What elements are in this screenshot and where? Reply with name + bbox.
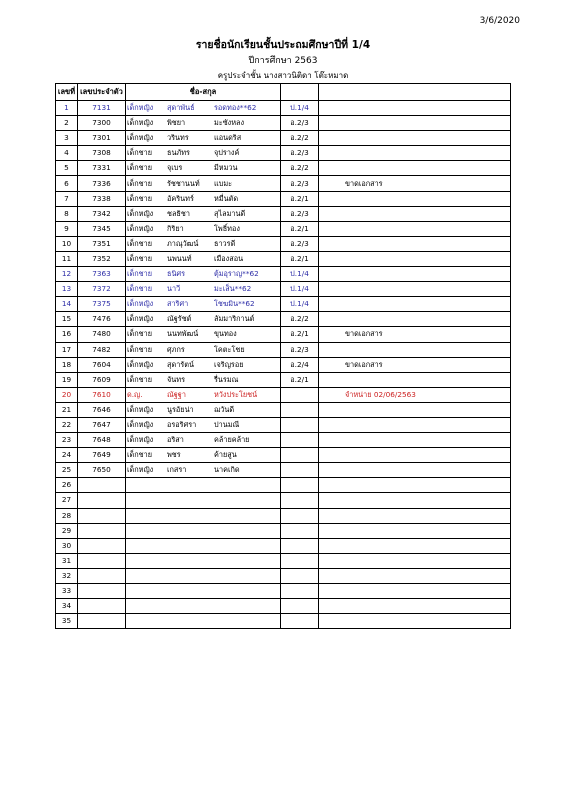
- row-first-name: ธนิศร: [167, 269, 185, 279]
- row-note: [319, 116, 511, 131]
- row-name: [126, 478, 281, 493]
- row-class: อ.2/3: [281, 236, 319, 251]
- table-row: [56, 568, 511, 583]
- row-number: 22: [56, 417, 78, 432]
- row-name: [126, 267, 281, 282]
- row-student-id: 7604: [78, 357, 126, 372]
- row-note: [319, 448, 511, 463]
- row-number: 30: [56, 538, 78, 553]
- table-row: [56, 538, 511, 553]
- row-student-id: 7646: [78, 402, 126, 417]
- table-row: [56, 131, 511, 146]
- table-row: [56, 221, 511, 236]
- row-number: 35: [56, 614, 78, 629]
- row-last-name: มะเส็น**62: [214, 284, 252, 294]
- row-student-id: 7650: [78, 463, 126, 478]
- row-note: [319, 584, 511, 599]
- table-row: [56, 206, 511, 221]
- row-gender: เด็กหญิง: [127, 465, 154, 475]
- row-first-name: วรินทร: [167, 133, 189, 143]
- row-last-name: ปานมณี: [214, 420, 240, 430]
- row-class: ป.1/4: [281, 101, 319, 116]
- academic-year: ปีการศึกษา 2563: [248, 56, 318, 66]
- homeroom-teacher: ครูประจำชั้น นางสาวนิติดา โต๊ะหมาด: [217, 71, 349, 80]
- row-student-id: 7300: [78, 116, 126, 131]
- row-class: อ.2/2: [281, 131, 319, 146]
- row-last-name: ฌวันดี: [214, 404, 235, 414]
- row-student-id: 7648: [78, 433, 126, 448]
- row-first-name: สาริศา: [167, 299, 189, 309]
- row-number: 2: [56, 116, 78, 131]
- row-name: [126, 387, 281, 402]
- row-class: [281, 538, 319, 553]
- table-row: [56, 372, 511, 387]
- row-first-name: ธนภัทร: [167, 148, 190, 158]
- row-note: [319, 267, 511, 282]
- table-row: [56, 236, 511, 251]
- row-number: 20: [56, 387, 78, 402]
- row-student-id: 7352: [78, 251, 126, 266]
- row-last-name: เมืองสอน: [214, 253, 244, 263]
- row-class: [281, 448, 319, 463]
- row-name: [126, 327, 281, 342]
- row-first-name: พิชยา: [167, 118, 186, 128]
- row-last-name: โพธิ์ทอง: [214, 223, 240, 233]
- row-number: 10: [56, 236, 78, 251]
- row-note: ขาดเอกสาร: [319, 176, 511, 191]
- row-class: [281, 402, 319, 417]
- row-number: 31: [56, 553, 78, 568]
- row-student-id: 7482: [78, 342, 126, 357]
- row-name: [126, 297, 281, 312]
- row-number: 5: [56, 161, 78, 176]
- row-name: [126, 402, 281, 417]
- row-last-name: เจริญรอย: [214, 359, 244, 369]
- row-student-id: 7301: [78, 131, 126, 146]
- row-gender: เด็กหญิง: [127, 103, 154, 113]
- row-student-id: [78, 523, 126, 538]
- row-student-id: 7476: [78, 312, 126, 327]
- row-name: [126, 523, 281, 538]
- table-row: [56, 251, 511, 266]
- row-gender: เด็กชาย: [127, 329, 152, 339]
- row-class: อ.2/2: [281, 312, 319, 327]
- row-name: [126, 508, 281, 523]
- row-note: [319, 342, 511, 357]
- row-gender: เด็กชาย: [127, 163, 152, 173]
- row-class: [281, 417, 319, 432]
- row-number: 24: [56, 448, 78, 463]
- row-class: ป.1/4: [281, 267, 319, 282]
- row-first-name: อัครินทร์: [167, 193, 194, 203]
- row-note: [319, 568, 511, 583]
- row-number: 8: [56, 206, 78, 221]
- table-row: [56, 146, 511, 161]
- row-gender: เด็กหญิง: [127, 359, 154, 369]
- row-gender: ด.ญ.: [127, 389, 143, 399]
- row-note: ขาดเอกสาร: [319, 327, 511, 342]
- row-last-name: จุปรางค์: [214, 148, 240, 158]
- row-student-id: 7336: [78, 176, 126, 191]
- row-first-name: พชร: [167, 450, 181, 460]
- row-last-name: คล้ายคล้าย: [214, 435, 250, 445]
- row-last-name: โคตะโชย: [214, 344, 245, 354]
- row-class: [281, 493, 319, 508]
- row-student-id: 7345: [78, 221, 126, 236]
- row-class: อ.2/3: [281, 176, 319, 191]
- row-note: [319, 463, 511, 478]
- row-class: อ.2/4: [281, 357, 319, 372]
- row-note: [319, 206, 511, 221]
- row-class: อ.2/1: [281, 221, 319, 236]
- row-last-name: รื่นรมณ: [214, 374, 239, 384]
- row-note: [319, 553, 511, 568]
- row-last-name: สุไลมานดี: [214, 208, 246, 218]
- row-number: 17: [56, 342, 78, 357]
- row-name: [126, 538, 281, 553]
- row-gender: เด็กหญิง: [127, 404, 154, 414]
- table-row: [56, 161, 511, 176]
- table-row: [56, 599, 511, 614]
- row-number: 19: [56, 372, 78, 387]
- row-number: 12: [56, 267, 78, 282]
- table-row: [56, 267, 511, 282]
- table-row: [56, 297, 511, 312]
- row-student-id: 7610: [78, 387, 126, 402]
- row-note: [319, 523, 511, 538]
- print-date: 3/6/2020: [479, 16, 520, 26]
- row-name: [126, 493, 281, 508]
- row-number: 13: [56, 282, 78, 297]
- table-row: [56, 387, 511, 402]
- row-class: อ.2/1: [281, 251, 319, 266]
- row-last-name: ลัมมาริกานต์: [214, 314, 255, 324]
- row-note: [319, 312, 511, 327]
- row-student-id: 7331: [78, 161, 126, 176]
- row-first-name: อริสา: [167, 435, 184, 445]
- row-note: [319, 538, 511, 553]
- row-gender: เด็กชาย: [127, 344, 152, 354]
- row-first-name: นพนนท์: [167, 253, 192, 263]
- row-first-name: นูรอัยน่า: [167, 404, 194, 414]
- row-last-name: ขุนทอง: [214, 329, 237, 339]
- row-gender: เด็กชาย: [127, 450, 152, 460]
- row-first-name: นนทพัฒน์: [167, 329, 199, 339]
- row-gender: เด็กหญิง: [127, 223, 154, 233]
- row-class: [281, 463, 319, 478]
- row-name: [126, 312, 281, 327]
- row-note: [319, 236, 511, 251]
- row-class: อ.2/3: [281, 116, 319, 131]
- row-name: [126, 206, 281, 221]
- row-first-name: เกสรา: [167, 465, 187, 475]
- row-last-name: ตุ้มอุราญ**62: [214, 269, 259, 279]
- row-class: [281, 614, 319, 629]
- row-number: 34: [56, 599, 78, 614]
- row-number: 4: [56, 146, 78, 161]
- row-gender: เด็กหญิง: [127, 420, 154, 430]
- table-row: [56, 402, 511, 417]
- row-student-id: 7649: [78, 448, 126, 463]
- row-student-id: 7609: [78, 372, 126, 387]
- table-row: [56, 478, 511, 493]
- row-number: 32: [56, 568, 78, 583]
- row-name: [126, 161, 281, 176]
- table-body: [56, 101, 511, 629]
- header-student-id: เลขประจำตัว: [78, 84, 126, 101]
- row-name: [126, 568, 281, 583]
- row-number: 23: [56, 433, 78, 448]
- table-row: [56, 553, 511, 568]
- row-name: [126, 584, 281, 599]
- table-row: [56, 327, 511, 342]
- table-row: [56, 357, 511, 372]
- row-name: [126, 417, 281, 432]
- row-student-id: [78, 538, 126, 553]
- row-first-name: จุเบร: [167, 163, 183, 173]
- row-number: 3: [56, 131, 78, 146]
- table-row: [56, 101, 511, 116]
- row-number: 11: [56, 251, 78, 266]
- row-number: 25: [56, 463, 78, 478]
- row-first-name: สุดาพันธ์: [167, 103, 195, 113]
- table-row: [56, 116, 511, 131]
- row-name: [126, 176, 281, 191]
- row-first-name: ศุภกร: [167, 344, 185, 354]
- row-gender: เด็กหญิง: [127, 299, 154, 309]
- row-last-name: โชฆมิน**62: [214, 299, 255, 309]
- row-class: [281, 584, 319, 599]
- row-name: [126, 448, 281, 463]
- row-gender: เด็กหญิง: [127, 133, 154, 143]
- row-first-name: ชลธิชา: [167, 208, 190, 218]
- table-row: [56, 282, 511, 297]
- student-table: [55, 83, 511, 629]
- table-header-row: [56, 84, 511, 101]
- row-gender: เด็กชาย: [127, 374, 152, 384]
- row-class: อ.2/1: [281, 372, 319, 387]
- row-first-name: ภาณุวัฒน์: [167, 238, 199, 248]
- row-class: [281, 599, 319, 614]
- row-class: อ.2/3: [281, 146, 319, 161]
- row-last-name: ธาวรดี: [214, 238, 236, 248]
- row-class: อ.2/3: [281, 206, 319, 221]
- row-number: 29: [56, 523, 78, 538]
- row-student-id: 7342: [78, 206, 126, 221]
- row-note: [319, 131, 511, 146]
- row-class: [281, 433, 319, 448]
- row-number: 6: [56, 176, 78, 191]
- table-row: [56, 584, 511, 599]
- row-number: 18: [56, 357, 78, 372]
- row-name: [126, 116, 281, 131]
- row-class: [281, 568, 319, 583]
- row-note: [319, 161, 511, 176]
- header-name: ชื่อ-สกุล: [126, 84, 281, 101]
- page-title: รายชื่อนักเรียนชั้นประถมศึกษาปีที่ 1/4: [195, 39, 371, 51]
- row-number: 28: [56, 508, 78, 523]
- row-note: ขาดเอกสาร: [319, 357, 511, 372]
- row-number: 14: [56, 297, 78, 312]
- row-note: [319, 417, 511, 432]
- row-class: [281, 508, 319, 523]
- row-last-name: นาคเกิด: [214, 465, 240, 475]
- row-number: 1: [56, 101, 78, 116]
- row-number: 16: [56, 327, 78, 342]
- table-row: [56, 417, 511, 432]
- table-row: [56, 508, 511, 523]
- row-student-id: [78, 553, 126, 568]
- row-last-name: หมื่นตัด: [214, 193, 239, 203]
- row-number: 9: [56, 221, 78, 236]
- row-note: [319, 478, 511, 493]
- row-student-id: 7647: [78, 417, 126, 432]
- row-first-name: อรอริศรา: [167, 420, 197, 430]
- row-name: [126, 282, 281, 297]
- row-number: 7: [56, 191, 78, 206]
- row-student-id: [78, 508, 126, 523]
- row-class: อ.2/1: [281, 327, 319, 342]
- row-note: [319, 599, 511, 614]
- row-name: [126, 146, 281, 161]
- row-student-id: 7131: [78, 101, 126, 116]
- row-gender: เด็กชาย: [127, 284, 152, 294]
- row-name: [126, 342, 281, 357]
- row-name: [126, 599, 281, 614]
- row-last-name: แอนดริส: [214, 133, 242, 143]
- row-name: [126, 236, 281, 251]
- table-row: [56, 191, 511, 206]
- row-note: [319, 297, 511, 312]
- row-student-id: [78, 478, 126, 493]
- row-note: [319, 614, 511, 629]
- table-row: [56, 463, 511, 478]
- row-class: ป.1/4: [281, 282, 319, 297]
- row-last-name: รอดทอง**62: [214, 103, 257, 113]
- row-first-name: กิริยา: [167, 223, 184, 233]
- row-name: [126, 372, 281, 387]
- row-note: [319, 493, 511, 508]
- row-gender: เด็กหญิง: [127, 435, 154, 445]
- row-student-id: [78, 493, 126, 508]
- row-first-name: ณัฐฐา: [167, 389, 186, 399]
- row-name: [126, 357, 281, 372]
- table-row: [56, 176, 511, 191]
- row-gender: เด็กหญิง: [127, 208, 154, 218]
- row-note: [319, 282, 511, 297]
- row-student-id: [78, 599, 126, 614]
- table-row: [56, 614, 511, 629]
- row-note: [319, 146, 511, 161]
- row-class: [281, 553, 319, 568]
- row-name: [126, 553, 281, 568]
- row-gender: เด็กชาย: [127, 238, 152, 248]
- row-class: [281, 478, 319, 493]
- row-student-id: 7363: [78, 267, 126, 282]
- row-number: 26: [56, 478, 78, 493]
- row-number: 27: [56, 493, 78, 508]
- row-last-name: แบมะ: [214, 178, 233, 188]
- row-first-name: ณัฐรัชต์: [167, 314, 192, 324]
- row-student-id: [78, 568, 126, 583]
- table-row: [56, 523, 511, 538]
- table-row: [56, 312, 511, 327]
- header-number: เลขที่: [56, 84, 78, 101]
- table-row: [56, 433, 511, 448]
- row-last-name: หวังประโยชน์: [214, 389, 258, 399]
- table-row: [56, 448, 511, 463]
- row-name: [126, 251, 281, 266]
- row-note: [319, 101, 511, 116]
- row-note: [319, 221, 511, 236]
- row-note: [319, 402, 511, 417]
- row-name: [126, 433, 281, 448]
- row-name: [126, 131, 281, 146]
- table-row: [56, 493, 511, 508]
- row-gender: เด็กชาย: [127, 269, 152, 279]
- row-name: [126, 463, 281, 478]
- row-gender: เด็กชาย: [127, 253, 152, 263]
- row-note: จำหน่าย 02/06/2563: [319, 387, 511, 402]
- row-note: [319, 508, 511, 523]
- row-first-name: รัชชานนท์: [167, 178, 200, 188]
- row-class: [281, 523, 319, 538]
- row-student-id: 7351: [78, 236, 126, 251]
- row-first-name: สุดารัตน์: [167, 359, 194, 369]
- row-name: [126, 221, 281, 236]
- row-class: อ.2/1: [281, 191, 319, 206]
- row-last-name: มะซังหลง: [214, 118, 245, 128]
- row-name: [126, 614, 281, 629]
- row-number: 21: [56, 402, 78, 417]
- row-first-name: นาวี: [167, 284, 181, 294]
- row-name: [126, 191, 281, 206]
- row-student-id: 7338: [78, 191, 126, 206]
- header-note: [319, 84, 511, 101]
- row-gender: เด็กชาย: [127, 178, 152, 188]
- row-name: [126, 101, 281, 116]
- row-note: [319, 251, 511, 266]
- table-row: [56, 342, 511, 357]
- row-student-id: 7372: [78, 282, 126, 297]
- row-student-id: 7308: [78, 146, 126, 161]
- row-note: [319, 433, 511, 448]
- row-gender: เด็กหญิง: [127, 314, 154, 324]
- row-gender: เด็กชาย: [127, 148, 152, 158]
- row-note: [319, 191, 511, 206]
- row-last-name: ค้ายสูน: [214, 450, 237, 460]
- row-number: 33: [56, 584, 78, 599]
- row-note: [319, 372, 511, 387]
- row-class: ป.1/4: [281, 297, 319, 312]
- row-gender: เด็กชาย: [127, 193, 152, 203]
- row-last-name: มีหมวน: [214, 163, 238, 173]
- row-number: 15: [56, 312, 78, 327]
- row-student-id: 7375: [78, 297, 126, 312]
- row-student-id: 7480: [78, 327, 126, 342]
- row-student-id: [78, 614, 126, 629]
- row-gender: เด็กหญิง: [127, 118, 154, 128]
- row-class: อ.2/3: [281, 342, 319, 357]
- row-class: อ.2/2: [281, 161, 319, 176]
- row-class: [281, 387, 319, 402]
- header-class: [281, 84, 319, 101]
- row-first-name: จันทร: [167, 374, 185, 384]
- row-student-id: [78, 584, 126, 599]
